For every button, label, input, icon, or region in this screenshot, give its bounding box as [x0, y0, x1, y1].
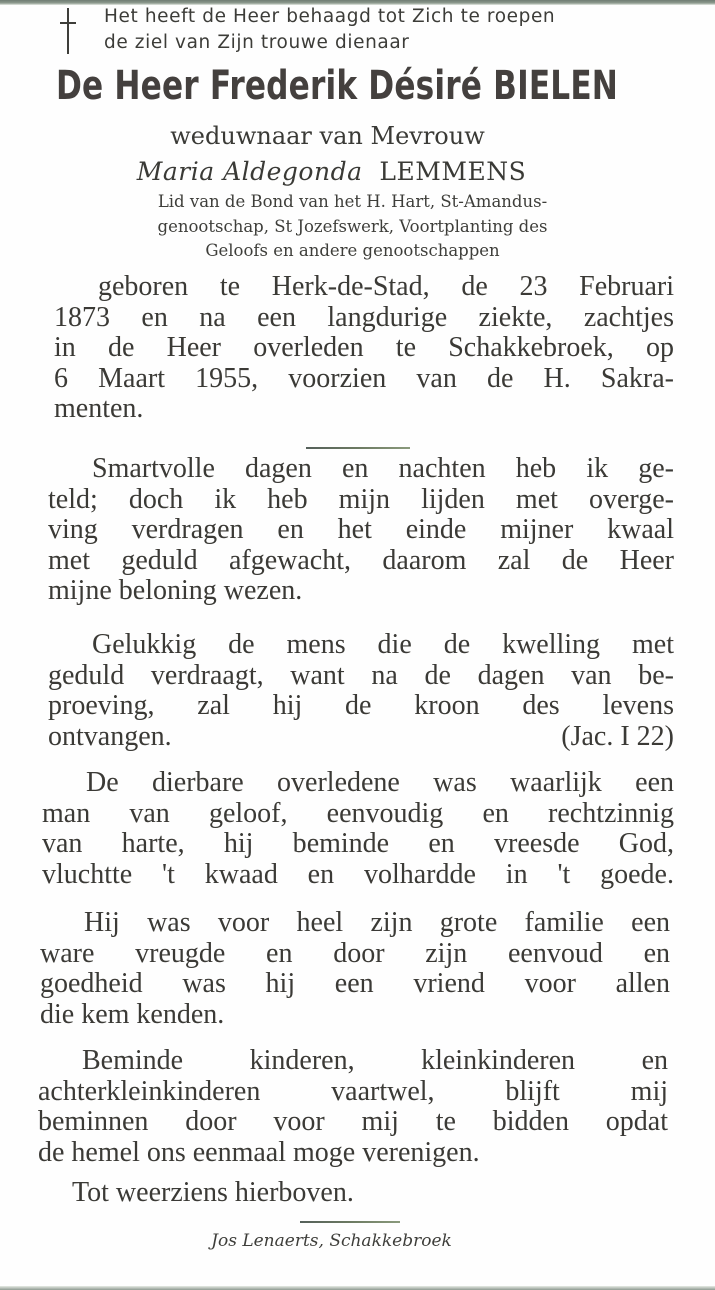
text-line: teld; doch ik heb mijn lijden met overge-: [48, 483, 674, 515]
text-line: mijne beloning wezen.: [48, 575, 303, 606]
text-line: ware vreugde en door zijn eenvoud en: [40, 937, 670, 969]
intro-line: de ziel van Zijn trouwe dienaar: [104, 32, 410, 53]
paragraph-faith: [42, 768, 674, 890]
text-line: Smartvolle dagen en nachten heb ik ge-: [92, 453, 674, 484]
divider: [306, 447, 410, 449]
text-line: van harte, hij beminde en vreesde God,: [42, 828, 674, 859]
text-line: Tot weerziens hierboven.: [72, 1177, 354, 1208]
paragraph-scripture: [48, 630, 674, 752]
text-line: menten.: [54, 393, 144, 424]
paragraph-farewell: [38, 1046, 668, 1168]
text-line: man van geloof, eenvoudig en rechtzinnig: [42, 797, 674, 829]
printer-credit: Jos Lenaerts, Schakkebroek: [211, 1231, 452, 1251]
text-line: de hemel ons eenmaal moge verenigen.: [38, 1136, 480, 1168]
spouse-surname: LEMMENS: [379, 157, 527, 186]
membership-line: Geloofs en andere genootschappen: [205, 241, 500, 260]
scripture-reference: (Jac. I 22): [561, 720, 674, 752]
text-line: geboren te Herk-de-Stad, de 23 Februari: [98, 271, 674, 302]
text-line: proeving, zal hij de kroon des levens: [48, 690, 674, 721]
text-line: 6 Maart 1955, voorzien van de H. Sakra-: [54, 362, 674, 394]
widower-line: weduwnaar van Mevrouw: [170, 122, 485, 150]
text-line: met geduld afgewacht, daarom zal de Heer: [48, 544, 674, 576]
text-line: in de Heer overleden te Schakkebroek, op: [54, 332, 674, 363]
biography-paragraph: [54, 272, 674, 425]
spouse-name: [0, 155, 689, 189]
text-line: goedheid was hij een vriend voor allen: [40, 968, 670, 999]
text-line: vluchtte 't kwaad en volhardde in 't goede.: [42, 858, 674, 890]
latin-cross-icon: [60, 8, 76, 54]
text-line: beminnen door voor mij te bidden opdat: [38, 1106, 668, 1137]
text-line: De dierbare overledene was waarlijk een: [86, 767, 674, 798]
memberships: [0, 190, 710, 264]
deceased-name: De Heer Frederik Désiré BIELEN: [56, 63, 619, 109]
text-line: Hij was voor heel zijn grote familie een: [84, 907, 670, 938]
text-line: achterkleinkinderen vaartwel, blijft mij: [38, 1075, 668, 1107]
spouse-first-names: Maria Aldegonda: [136, 157, 363, 186]
text-line-content: ontvangen.: [48, 720, 172, 752]
text-line: geduld verdraagt, want na de dagen van be-: [48, 659, 674, 691]
paragraph-family: [40, 908, 670, 1030]
membership-line: genootschap, St Jozefswerk, Voortplanting des: [157, 216, 548, 236]
intro-line: Het heeft de Heer behaagd tot Zich te roepen: [104, 6, 556, 27]
intro-text: [104, 4, 555, 56]
closing-line: [72, 1178, 592, 1209]
text-line: [48, 722, 674, 753]
paragraph-suffering: [48, 454, 674, 607]
membership-line: Lid van de Bond van het H. Hart, St-Amandus-: [157, 192, 548, 211]
text-line: Gelukkig de mens die de kwelling met: [92, 629, 674, 660]
text-line: die kem kenden.: [40, 998, 225, 1030]
divider: [300, 1221, 400, 1223]
card-bottom-edge: [0, 1286, 715, 1290]
text-line: ving verdragen en het einde mijner kwaal: [48, 514, 674, 545]
text-line: Beminde kinderen, kleinkinderen en: [82, 1045, 668, 1076]
text-line: 1873 en na een langdurige ziekte, zachtjes: [54, 301, 674, 333]
